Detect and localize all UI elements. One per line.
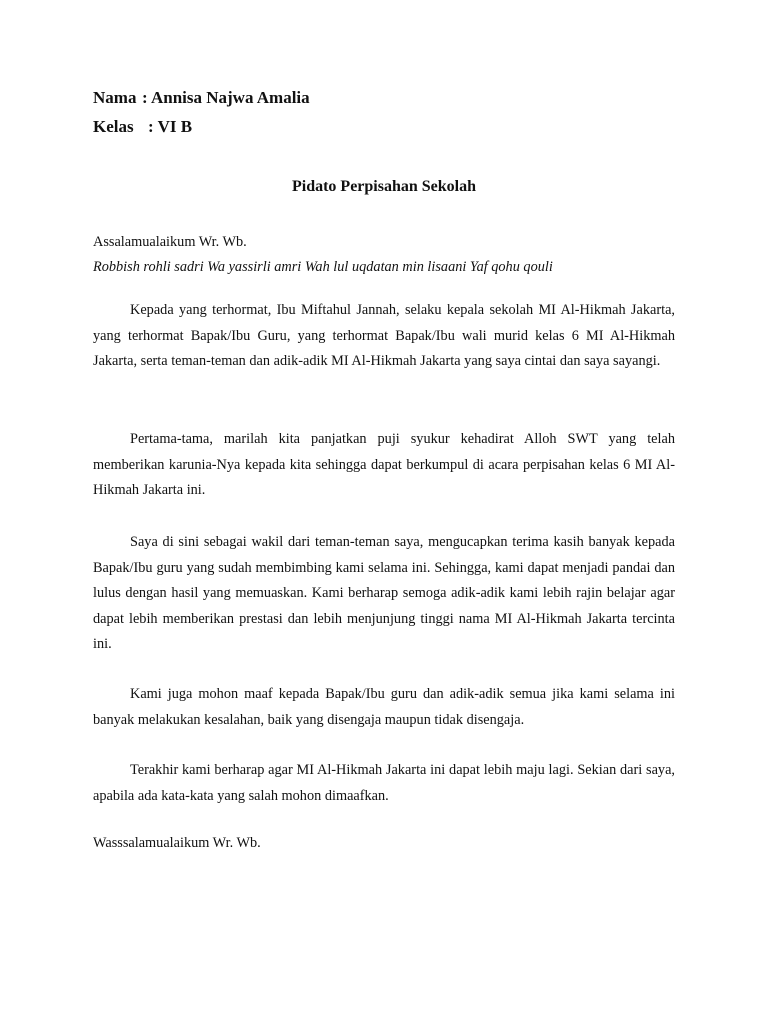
student-class-line (93, 117, 192, 137)
paragraph-closing: Terakhir kami berharap agar MI Al-Hikmah Jakarta ini dapat lebih maju lagi. Sekian dari saya, apabila ada kata-kata yang salah mohon dimaafkan. (93, 762, 675, 804)
speech-title: Pidato Perpisahan Sekolah (291, 178, 477, 195)
paragraph-greetings: Kepada yang terhormat, Ibu Miftahul Jannah, selaku kepala sekolah MI Al-Hikmah Jakarta, yang terhormat Bapak/Ibu Guru, yang terhormat Bapak/Ibu wali murid kelas 6 MI Al-Hikmah Jakarta, serta teman-teman dan adik-adik MI Al-Hikmah Jakarta yang saya cintai dan saya sayangi. (93, 302, 675, 369)
opening-greeting: Assalamualaikum Wr. Wb. (93, 234, 247, 250)
paragraph-thanks-teachers: Saya di sini sebagai wakil dari teman-teman saya, mengucapkan terima kasih banyak kepada Bapak/Ibu guru yang sudah membimbing kami selama ini. Sehingga, kami dapat menjadi pandai dan lulus dengan hasil yang memuaskan. Kami berharap semoga adik-adik kami lebih rajin belajar agar dapat lebih memberikan prestasi dan lebih menjunjung tinggi nama MI Al-Hikmah Jakarta tercinta ini. (93, 534, 675, 652)
opening-prayer: Robbish rohli sadri Wa yassirli amri Wah lul uqdatan min lisaani Yaf qohu qouli (93, 259, 553, 275)
class-value: : VI B (148, 117, 193, 136)
class-label: Kelas (93, 117, 134, 136)
paragraph-gratitude: Pertama-tama, marilah kita panjatkan puji syukur kehadirat Alloh SWT yang telah memberikan karunia-Nya kepada kita sehingga dapat berkumpul di acara perpisahan kelas 6 MI Al-Hikmah Jakarta ini. (93, 431, 675, 498)
paragraph-apology: Kami juga mohon maaf kepada Bapak/Ibu guru dan adik-adik semua jika kami selama ini banyak melakukan kesalahan, baik yang disengaja maupun tidak disengaja. (93, 686, 675, 728)
name-label: Nama (93, 88, 137, 107)
student-name-line (93, 88, 310, 108)
name-value: : Annisa Najwa Amalia (142, 88, 310, 107)
closing-greeting: Wasssalamualaikum Wr. Wb. (93, 835, 261, 851)
